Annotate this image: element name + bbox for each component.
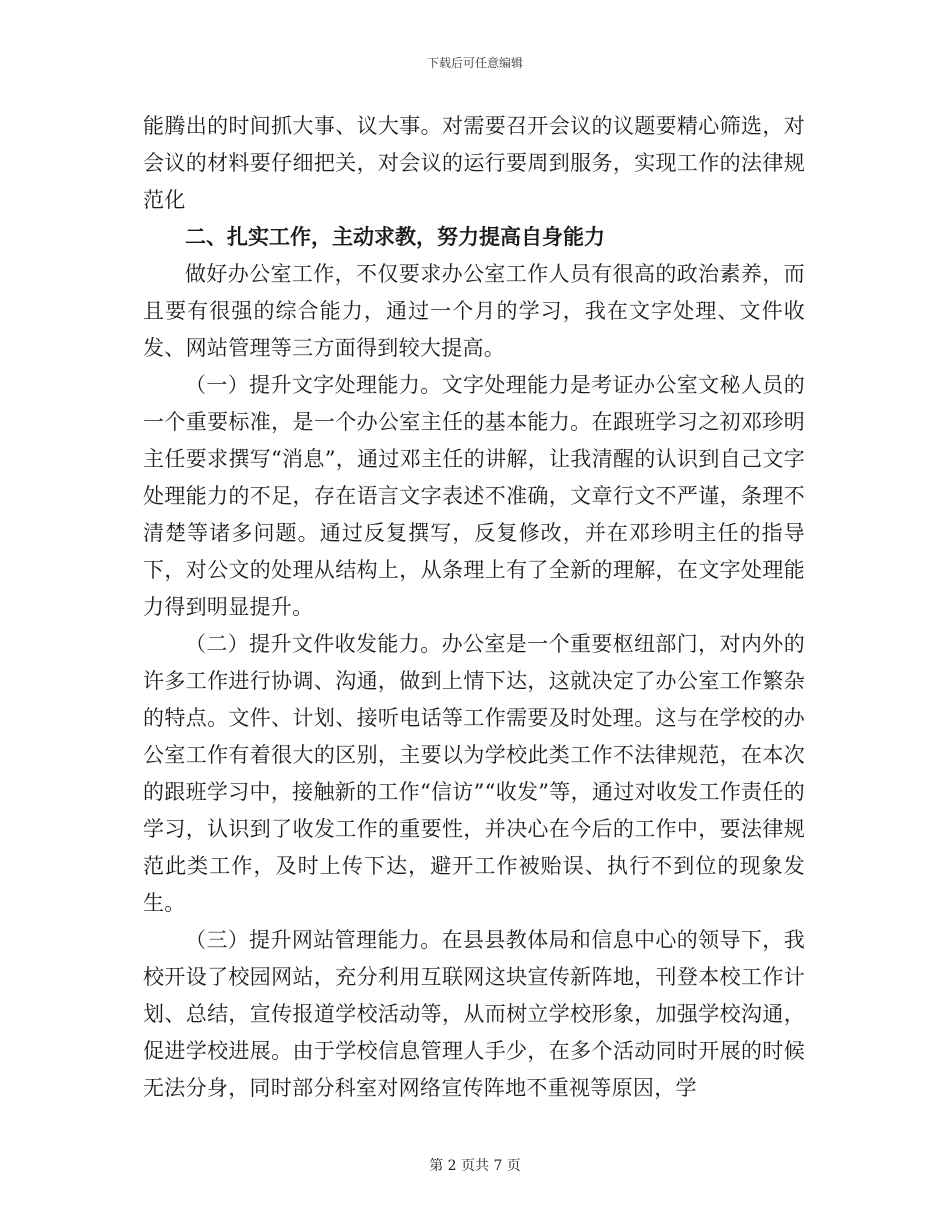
paragraph-text-processing: （一）提升文字处理能力。文字处理能力是考证办公室文秘人员的一个重要标准，是一个办公室主任的基本能力。在跟班学习之初邓珍明主任要求撰写“消息”，通过邓主任的讲解，让我清醒的认识到自己文字处理能力的不足，存在语言文字表述不准确，文章行文不严谨，条理不清楚等诸多问题。通过反复撰写，反复修改，并在邓珍明主任的指导下，对公文的处理从结构上，从条理上有了全新的理解，在文字处理能力得到明显提升。 [143, 373, 805, 619]
page-footer: 第 2 页共 7 页 [429, 1158, 521, 1174]
paragraph-document-handling: （二）提升文件收发能力。办公室是一个重要枢纽部门，对内外的许多工作进行协调、沟通，做到上情下达，这就决定了办公室工作繁杂的特点。文件、计划、接听电话等工作需要及时处理。这与在学校的办公室工作有着很大的区别，主要以为学校此类工作不法律规范，在本次的跟班学习中，接触新的工作“信访”“收发”等，通过对收发工作责任的学习，认识到了收发工作的重要性，并决心在今后的工作中，要法律规范此类工作，及时上传下达，避开工作被贻误、执行不到位的现象发生。 [143, 632, 805, 915]
page-header: 下载后可任意编辑 [426, 56, 523, 70]
paragraph-continuation: 能腾出的时间抓大事、议大事。对需要召开会议的议题要精心筛选，对会议的材料要仔细把关，对会议的运行要周到服务，实现工作的法律规范化 [143, 114, 805, 212]
section-heading: 二、扎实工作，主动求教，努力提高自身能力 [185, 225, 605, 249]
document-body [143, 108, 805, 1107]
paragraph-website-management: （三）提升网站管理能力。在县县教体局和信息中心的领导下，我校开设了校园网站，充分利用互联网这块宣传新阵地，刊登本校工作计划、总结，宣传报道学校活动等，从而树立学校形象，加强学校沟通，促进学校进展。由于学校信息管理人手少，在多个活动同时开展的时候无法分身，同时部分科室对网络宣传阵地不重视等原因，学 [143, 928, 805, 1100]
paragraph-intro: 做好办公室工作，不仅要求办公室工作人员有很高的政治素养，而且要有很强的综合能力，通过一个月的学习，我在文字处理、文件收发、网站管理等三方面得到较大提高。 [143, 262, 805, 360]
